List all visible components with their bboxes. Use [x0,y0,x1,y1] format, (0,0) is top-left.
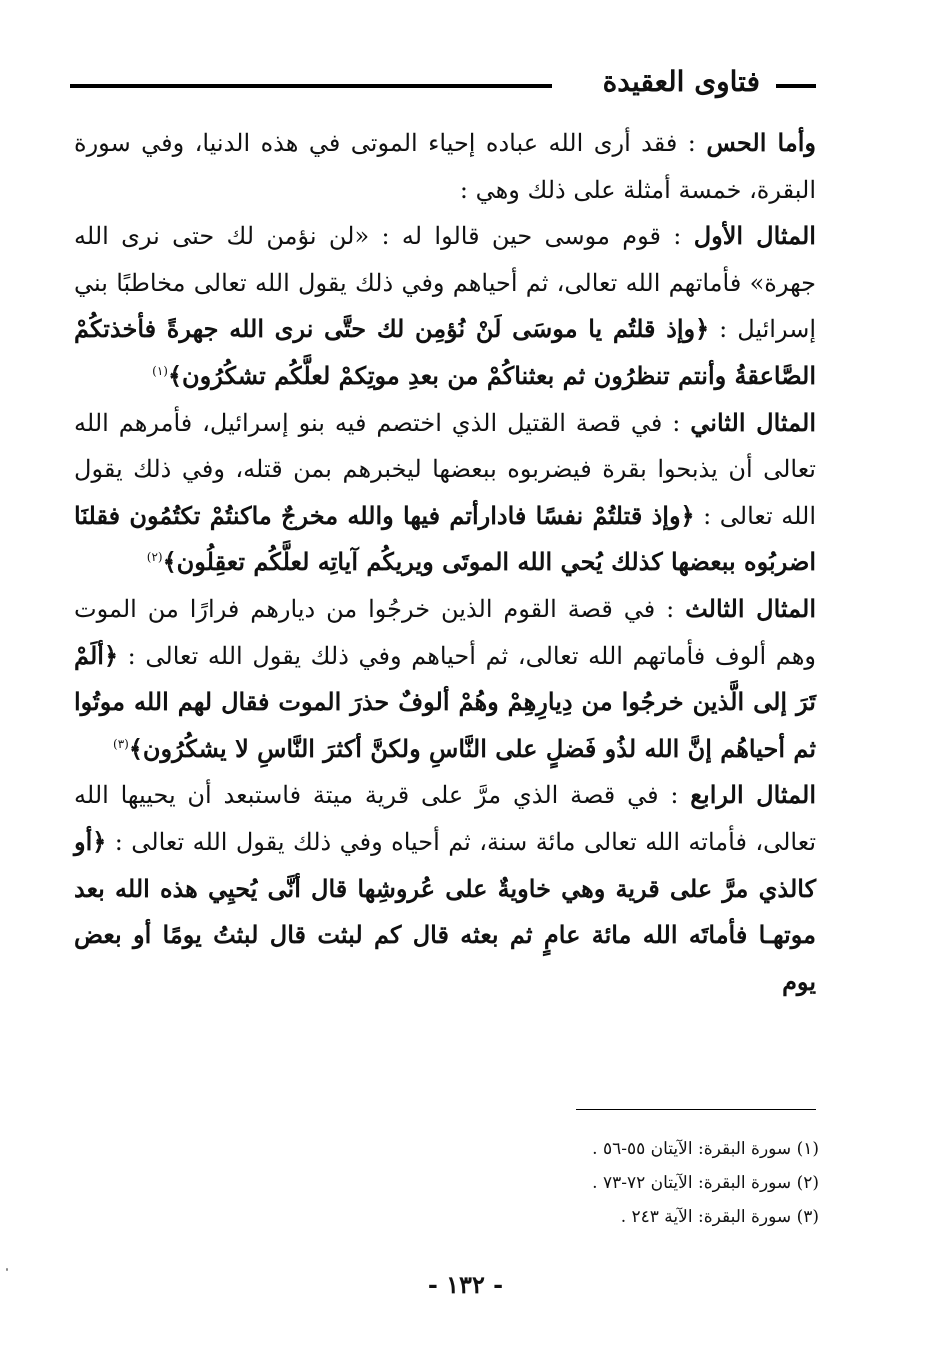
paragraph-label: وأما الحس [706,128,816,157]
paragraph-text: : في قصة الذي مرَّ على قرية ميتة فاستبعد أن يحييها الله تعالى، فأماته الله تعالى مائة سنة، ثم أحياه وفي ذلك يقول الله تعالى : [74,781,816,856]
footnote-ref[interactable]: (١) [152,363,168,378]
running-header [70,62,816,102]
paragraph-label: المثال الثاني [690,407,816,437]
paragraph-example-2 [74,400,816,586]
paragraph-text: : في قصة القتيل الذي اختصم فيه بنو إسرائيل، فأمرهم الله تعالى أن يذبحوا بقرة فيضربوه ببعضها ليخبرهم بمن قتله، وفي ذلك يقول الله تعالى : [74,408,817,530]
footnote-ref[interactable]: (٢) [146,550,163,565]
footnote-1: (١) سورة البقرة: الآيتان ٥٥-٥٦ . [592,1139,819,1159]
quran-quote: ﴿وإذ قلتُم يا موسَى لَنْ نُؤمِن لك حتَّى نرى الله جهرةً فأخذتكُمْ الصَّاعقةُ وأنتم تنظرُون ثم بعثناكُمْ من بعدِ موتِكمْ لعلَّكُم تشكُرُون﴾ [74,314,816,390]
paragraph-text: : فقد أرى الله عباده إحياء الموتى في هذه الدنيا، وفي سورة البقرة، خمسة أمثلة على ذلك وهي : [74,129,816,204]
footnote-ref[interactable]: (٣) [113,736,129,751]
scan-speck [6,1268,8,1271]
paragraph-example-4 [74,772,816,1005]
header-rule-right [776,84,816,88]
header-rule-left [70,84,552,88]
paragraph-example-1 [74,213,816,399]
paragraph-text: : قوم موسى حين قالوا له : «لن نؤمن لك حتى نرى الله جهرة» فأماتهم الله تعالى، ثم أحياهم وفي ذلك يقول الله تعالى مخاطبًا بني إسرائيل : [74,222,816,344]
paragraph-example-3 [74,586,816,772]
footnotes [219,1132,819,1234]
main-text [74,120,816,1005]
quran-quote: ﴿وإذ قتلتُمْ نفسًا فادارأتم فيها والله مخرجٌ ماكنتُمْ تكتُمُون فقلنَا اضربُوه ببعضها كذلك يُحي الله الموتَى ويريكُم آياتِه لعلَّكُم تعقِلُون﴾ [74,500,816,577]
footnote-2: (٢) سورة البقرة: الآيتان ٧٢-٧٣ . [592,1173,819,1193]
header-title: فتاوى العقيدة [602,65,760,98]
paragraph-sense [74,120,816,213]
footnote-divider [576,1109,816,1110]
paragraph-text: : في قصة القوم الذين خرجُوا من ديارهم فرارًا من الموت وهم ألوف فأماتهم الله تعالى، ثم أحياهم وفي ذلك يقول الله تعالى : [74,594,817,670]
paragraph-label: المثال الأول [693,221,816,251]
page-number: - ١٣٢ - [427,1270,504,1299]
paragraph-label: المثال الرابع [690,780,816,810]
quran-quote: ﴿ألَمْ تَرَ إلى الَّذين خرجُوا من دِيارِهِمْ وهُمْ ألوفٌ حذرَ الموت فقال لهم الله موتُوا ثم أحياهُم إنَّ الله لذُو فَضلٍ على النَّاسِ ولكنَّ أكثرَ النَّاسِ لا يشكُرُون﴾ [74,640,816,763]
paragraph-label: المثال الثالث [685,593,816,623]
quran-quote: ﴿أو كالذي مرَّ على قرية وهي خاويةٌ على عُروشِها قال أنَّى يُحيِي هذه الله بعد موتهـا فأماتَه الله مائة عامٍ ثم بعثه قال كم لبثت قال لبثتُ يومًا أو بعض يوم [74,826,816,996]
footnote-3: (٣) سورة البقرة: الآية ٢٤٣ . [620,1207,819,1227]
